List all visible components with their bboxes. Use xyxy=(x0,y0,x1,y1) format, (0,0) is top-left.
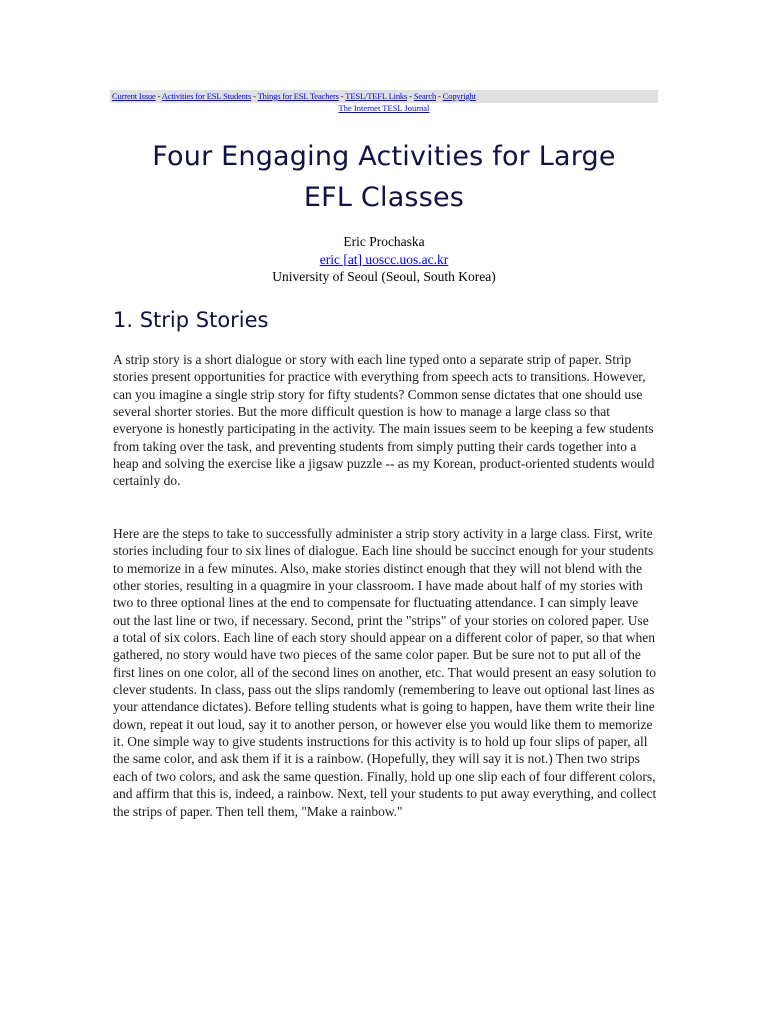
nav-link-search[interactable]: Search xyxy=(413,91,437,101)
author-name: Eric Prochaska xyxy=(343,234,425,249)
paragraph-strip-story-steps: Here are the steps to take to successfully administer a strip story activity in a large class. First, write stories including four to six lines of dialogue. Each line should be succinct enough for your students to memorize in a few minutes. Also, make stories distinct enough that they will not blend with the other stories, resulting in a quagmire in your classroom. I have made about half of my stories with two to three optional lines at the end to compensate for fluctuating attendance. I can simply leave out the last line or two, if necessary. Second, print the "strips" of your stories on colored paper. Use a total of six colors. Each line of each story should appear on a different color of paper, so that when gathered, no story would have two pieces of the same color paper. But be sure not to put all of the first lines on one color, all of the second lines on another, etc. That would present an easy solution to clever students. In class, pass out the slips randomly (remembering to leave out optional last lines as your attendance dictates). Before telling students what is going to happen, have them write their line down, repeat it out loud, say it to another person, or however else you would like them to memorize it. One simple way to give students instructions for this activity is to hold up four slips of paper, all the same color, and ask them if it is a rainbow. (Hopefully, they will say it is not.) Then two strips each of two colors, and ask the same question. Finally, hold up one slip each of four different colors, and affirm that this is, indeed, a rainbow. Next, tell your students to put away everything, and collect the strips of paper. Then tell them, "Make a rainbow." xyxy=(113,526,657,819)
nav-link-tesl-tefl-links[interactable]: TESL/TEFL Links xyxy=(345,91,408,101)
nav-link-things-for-esl-teachers[interactable]: Things for ESL Teachers xyxy=(257,91,339,101)
nav-separator: - xyxy=(407,91,414,101)
article-title-line-1: Four Engaging Activities for Large xyxy=(152,141,616,172)
nav-separator: - xyxy=(436,91,443,101)
author-affiliation: University of Seoul (Seoul, South Korea) xyxy=(272,269,496,284)
nav-link-copyright[interactable]: Copyright xyxy=(442,91,476,101)
nav-separator: - xyxy=(251,91,258,101)
article-title-line-2: EFL Classes xyxy=(303,182,465,213)
article-title xyxy=(90,136,678,218)
section-heading: 1. Strip Stories xyxy=(113,308,269,332)
journal-link[interactable]: The Internet TESL Journal xyxy=(338,103,430,113)
nav-link-current-issue[interactable]: Current Issue xyxy=(112,91,156,101)
author-email-link[interactable]: eric [at] uoscc.uos.ac.kr xyxy=(319,251,449,267)
nav-link-activities-for-esl-students[interactable]: Activities for ESL Students xyxy=(161,91,252,101)
nav-separator: - xyxy=(338,91,346,101)
byline xyxy=(0,233,768,286)
top-nav xyxy=(112,91,476,102)
journal-line xyxy=(0,103,768,114)
nav-separator: - xyxy=(155,91,162,101)
paragraph-strip-story-intro: A strip story is a short dialogue or story with each line typed onto a separate strip of paper. Strip stories present opportunities for practice with everything from speech acts to transitions. However, can you imagine a single strip story for fifty students? Common sense dictates that one should use several shorter stories. But the more difficult question is how to manage a large class so that everyone is honestly participating in the activity. The main issues seem to be keeping a few students from taking over the task, and preventing students from simply putting their cards together into a heap and solving the exercise like a jigsaw puzzle -- as my Korean, product-oriented students would certainly do. xyxy=(113,352,655,489)
